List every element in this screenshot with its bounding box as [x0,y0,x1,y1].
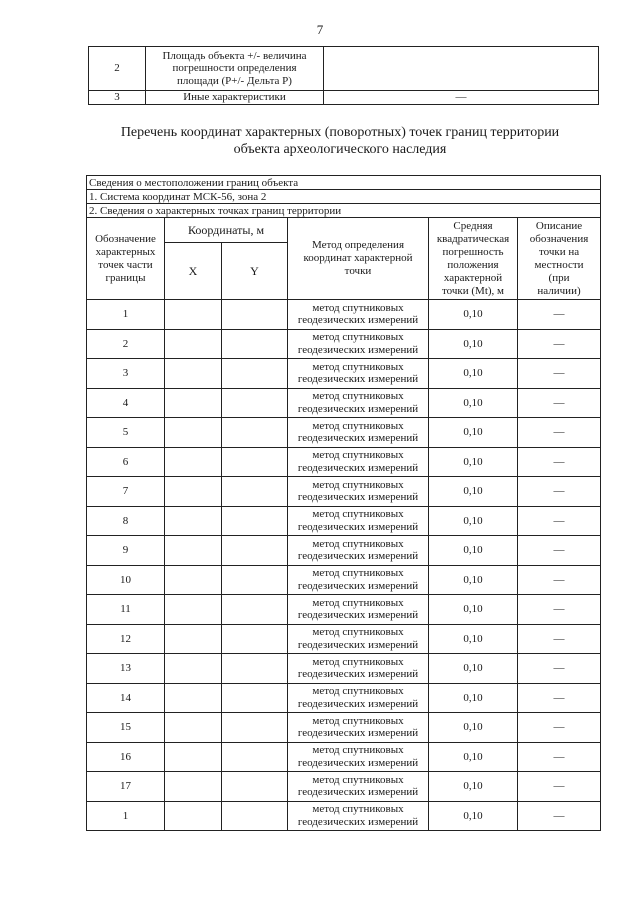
coord-x [165,683,222,713]
method-cell [288,654,429,684]
header-line: точки на [538,245,580,258]
y-header: Y [222,243,288,300]
header-line: точек части [98,258,153,271]
header-line: погрешность [442,245,504,258]
method-cell [288,624,429,654]
method-cell [288,565,429,595]
method-cell [288,329,429,359]
characteristic-value: — [324,91,599,105]
method-line: геодезических измерений [297,461,419,474]
coord-y [222,359,288,389]
error-value: 0,10 [429,713,518,743]
characteristic-row [89,91,599,105]
method-cell [288,447,429,477]
coord-y [222,595,288,625]
header-row [87,218,601,243]
description-value: — [518,713,601,743]
error-value: 0,10 [429,565,518,595]
heading-line: объекта археологического наследия [233,142,447,157]
method-line: метод спутниковых [312,626,404,639]
document-heading [60,124,620,158]
coord-x [165,772,222,802]
description-header [518,218,601,300]
error-header [429,218,518,300]
table-row [87,329,601,359]
description-value: — [518,565,601,595]
point-designation: 9 [87,536,165,566]
table-row [87,359,601,389]
coord-y [222,713,288,743]
header-line: точки (Mt), м [441,284,504,297]
table-row [87,624,601,654]
error-value: 0,10 [429,801,518,831]
point-designation: 5 [87,418,165,448]
method-line: метод спутниковых [312,449,404,462]
method-line: метод спутниковых [312,301,404,314]
table-row [87,654,601,684]
method-line: геодезических измерений [297,609,419,622]
section-row [87,176,601,190]
method-line: геодезических измерений [297,402,419,415]
page-number: 7 [316,22,324,37]
description-value: — [518,329,601,359]
point-designation: 16 [87,742,165,772]
coord-x [165,359,222,389]
coord-y [222,624,288,654]
coord-x [165,506,222,536]
method-cell [288,359,429,389]
method-line: геодезических измерений [297,727,419,740]
error-value: 0,10 [429,300,518,330]
coord-y [222,418,288,448]
method-line: геодезических измерений [297,786,419,799]
method-line: метод спутниковых [312,390,404,403]
method-line: метод спутниковых [312,655,404,668]
method-line: метод спутниковых [312,419,404,432]
method-line: геодезических измерений [297,815,419,828]
table-row [87,742,601,772]
method-line: метод спутниковых [312,803,404,816]
table-row [87,683,601,713]
error-value: 0,10 [429,595,518,625]
description-value: — [518,536,601,566]
method-cell [288,801,429,831]
method-header [288,218,429,300]
method-line: метод спутниковых [312,773,404,786]
point-designation: 10 [87,565,165,595]
error-value: 0,10 [429,654,518,684]
point-designation: 6 [87,447,165,477]
method-line: метод спутниковых [312,744,404,757]
description-value: — [518,388,601,418]
coord-x [165,388,222,418]
coord-y [222,742,288,772]
error-value: 0,10 [429,418,518,448]
method-cell [288,536,429,566]
coord-y [222,477,288,507]
point-designation: 2 [87,329,165,359]
coord-x [165,447,222,477]
coord-x [165,565,222,595]
header-line: квадратическая [436,232,510,245]
coord-x [165,801,222,831]
method-cell [288,772,429,802]
method-cell [288,418,429,448]
header-line: Средняя [453,219,493,232]
method-cell [288,300,429,330]
description-value: — [518,300,601,330]
header-line: (при [548,271,570,284]
error-value: 0,10 [429,772,518,802]
table-row [87,388,601,418]
header-line: обозначения [529,232,589,245]
point-designation: 13 [87,654,165,684]
section-row-text: 1. Система координат МСК-56, зона 2 [87,190,601,204]
point-designation: 11 [87,595,165,625]
label-line: погрешности определения [172,62,297,75]
method-line: метод спутниковых [312,331,404,344]
header-line: Метод определения [311,239,405,251]
table-row [87,447,601,477]
x-header: X [165,243,222,300]
method-line: геодезических измерений [297,373,419,386]
error-value: 0,10 [429,329,518,359]
method-line: геодезических измерений [297,432,419,445]
header-line: координат характерной [303,252,413,264]
characteristic-label [146,91,324,105]
table-row [87,506,601,536]
table-row [87,418,601,448]
coord-y [222,772,288,802]
method-line: геодезических измерений [297,491,419,504]
description-value: — [518,772,601,802]
table-row [87,477,601,507]
label-line: площади (Р+/- Дельта Р) [177,74,292,87]
header-line: Обозначение [95,232,156,245]
header-line: точки [344,265,372,277]
description-value: — [518,801,601,831]
header-line: характерной [443,271,503,284]
method-line: метод спутниковых [312,685,404,698]
method-line: геодезических измерений [297,343,419,356]
table-row [87,536,601,566]
method-cell [288,595,429,625]
method-line: метод спутниковых [312,714,404,727]
method-cell [288,683,429,713]
header-line: наличии) [537,284,581,297]
characteristic-row [89,47,599,91]
coord-y [222,506,288,536]
description-value: — [518,506,601,536]
table-row [87,595,601,625]
header-line: местности [534,258,584,271]
header-line: Описание [535,219,583,232]
characteristic-number: 2 [89,47,146,91]
point-designation: 12 [87,624,165,654]
description-value: — [518,477,601,507]
object-characteristics-table [88,46,599,105]
heading-line: Перечень координат характерных (поворотных) точек границ территории [120,125,560,140]
method-cell [288,477,429,507]
coord-y [222,300,288,330]
error-value: 0,10 [429,742,518,772]
coord-x [165,477,222,507]
point-designation: 15 [87,713,165,743]
description-value: — [518,683,601,713]
method-line: метод спутниковых [312,508,404,521]
error-value: 0,10 [429,536,518,566]
method-line: геодезических измерений [297,638,419,651]
label-line: Иные характеристики [183,91,286,103]
coord-y [222,447,288,477]
method-line: геодезических измерений [297,550,419,563]
header-line: границы [105,271,146,284]
description-value: — [518,595,601,625]
method-line: геодезических измерений [297,314,419,327]
description-value: — [518,624,601,654]
method-line: геодезических измерений [297,579,419,592]
characteristic-number: 3 [89,91,146,105]
point-designation: 17 [87,772,165,802]
method-line: метод спутниковых [312,596,404,609]
method-cell [288,742,429,772]
coord-y [222,654,288,684]
table-row [87,713,601,743]
coord-x [165,595,222,625]
coordinates-table [86,175,601,831]
coord-y [222,536,288,566]
method-line: геодезических измерений [297,697,419,710]
coord-y [222,801,288,831]
header-line: положения [447,258,499,271]
point-designation: 3 [87,359,165,389]
coord-x [165,418,222,448]
table-row [87,772,601,802]
point-designation: 14 [87,683,165,713]
section-row-text: 2. Сведения о характерных точках границ территории [87,204,601,218]
coord-x [165,536,222,566]
description-value: — [518,447,601,477]
point-designation: 8 [87,506,165,536]
table-row [87,801,601,831]
characteristic-value [324,47,599,91]
description-value: — [518,418,601,448]
coord-x [165,713,222,743]
error-value: 0,10 [429,506,518,536]
coord-x [165,624,222,654]
section-row [87,204,601,218]
error-value: 0,10 [429,683,518,713]
description-value: — [518,742,601,772]
method-line: метод спутниковых [312,478,404,491]
error-value: 0,10 [429,447,518,477]
error-value: 0,10 [429,388,518,418]
section-row [87,190,601,204]
coord-x [165,742,222,772]
section-row-text: Сведения о местоположении границ объекта [87,176,601,190]
point-designation: 1 [87,801,165,831]
header-line: характерных [95,245,156,258]
error-value: 0,10 [429,624,518,654]
method-cell [288,713,429,743]
designation-header [87,218,165,300]
coord-y [222,683,288,713]
coord-y [222,565,288,595]
method-line: геодезических измерений [297,668,419,681]
error-value: 0,10 [429,477,518,507]
table-row [87,565,601,595]
method-line: метод спутниковых [312,537,404,550]
coord-x [165,654,222,684]
point-designation: 4 [87,388,165,418]
method-line: геодезических измерений [297,520,419,533]
method-cell [288,506,429,536]
error-value: 0,10 [429,359,518,389]
coord-y [222,388,288,418]
point-designation: 1 [87,300,165,330]
description-value: — [518,359,601,389]
point-designation: 7 [87,477,165,507]
coordinates-header: Координаты, м [165,218,288,243]
characteristic-label [146,47,324,91]
description-value: — [518,654,601,684]
table-row [87,300,601,330]
coord-x [165,329,222,359]
label-line: Площадь объекта +/- величина [162,49,307,62]
coord-x [165,300,222,330]
method-cell [288,388,429,418]
method-line: геодезических измерений [297,756,419,769]
coord-y [222,329,288,359]
method-line: метод спутниковых [312,567,404,580]
method-line: метод спутниковых [312,360,404,373]
